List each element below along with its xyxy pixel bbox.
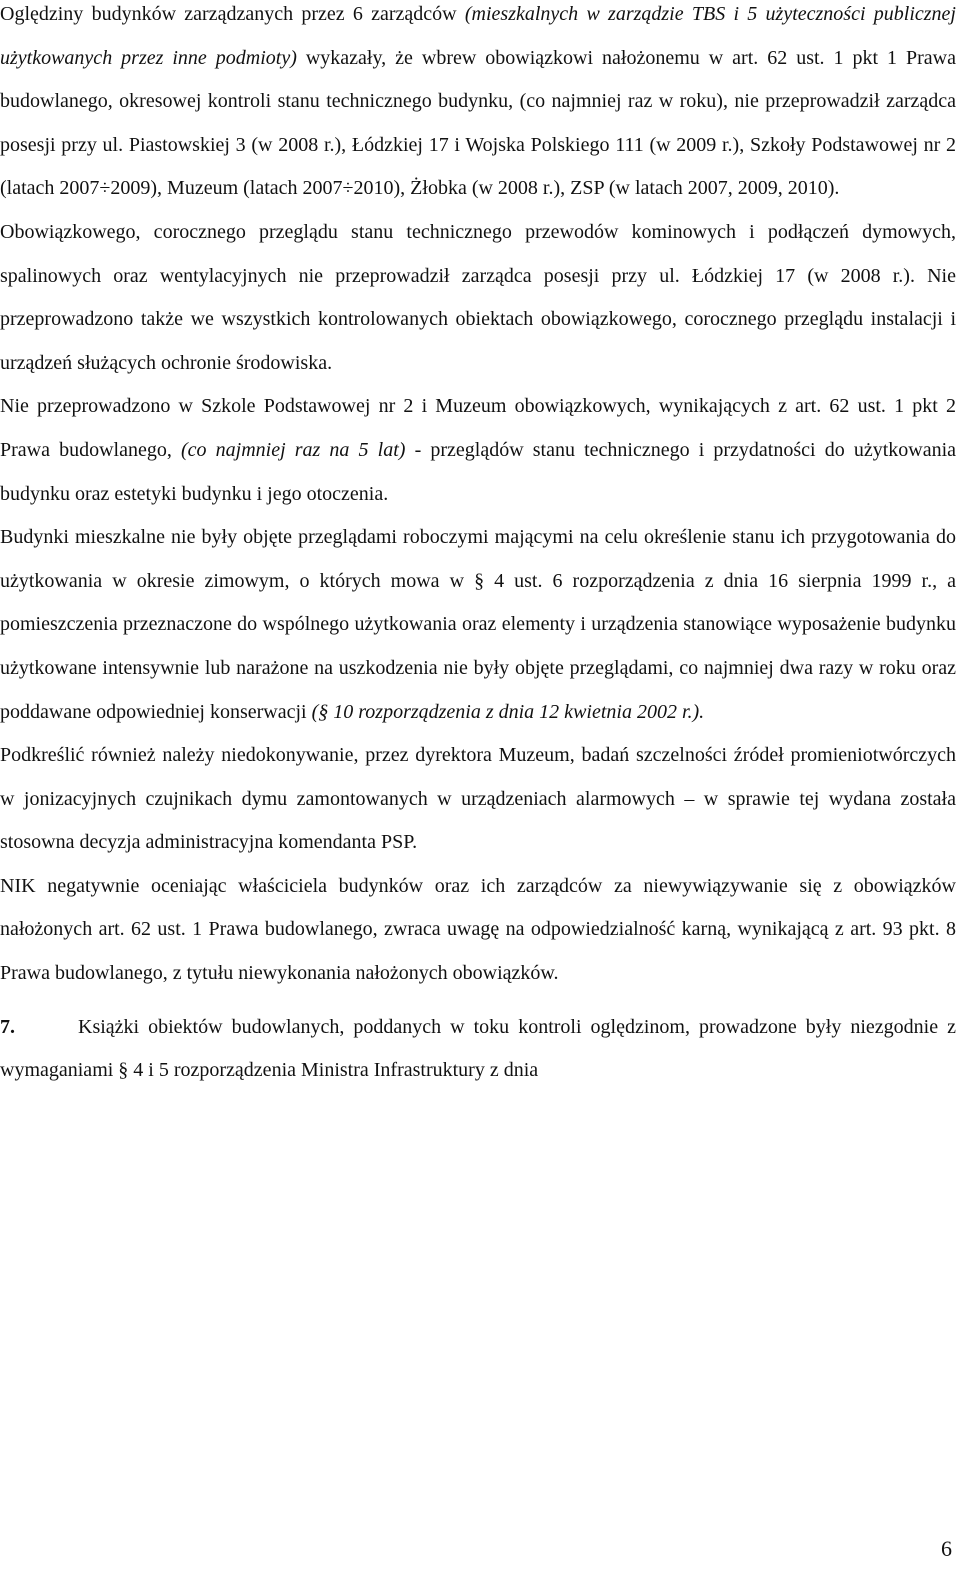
paragraph-nik-assessment: NIK negatywnie oceniając właściciela budynków oraz ich zarządców za niewywiązywanie się z obowiązków nałożonych art. 62 ust. 1 Prawa budowlanego, zwraca uwagę na odpowiedzialność karną, wynikającą z art. 93 pkt. 8 Prawa budowlanego, z tytułu niewykonania nałożonych obowiązków. <box>0 874 956 985</box>
paragraph-text: Nie przeprowadzono w Szkole Podstawowej nr 2 i Muzeum obowiązkowych, wynikających z art. 62 ust. 1 pkt 2 Prawa budowlanego, <box>0 395 956 461</box>
paragraph-text: Budynki mieszkalne nie były objęte przeglądami roboczymi mającymi na celu określenie stanu ich przygotowania do użytkowania w okresie zimowym, o których mowa w § 4 ust. 6 rozporządzenia z dnia 16 sierpnia 1999 r., a pomieszczenia przeznaczone do wspólnego użytkowania oraz elementy i urządzenia stanowiące wyposażenie budynku użytkowane intensywnie lub narażone na uszkodzenia nie były objęte przeglądami, co najmniej dwa razy w roku oraz poddawane odpowiedniej konserwacji <box>0 526 956 723</box>
paragraph-italic-text: (§ 10 rozporządzenia z dnia 12 kwietnia 2002 r.). <box>311 700 705 723</box>
section-text: Książki obiektów budowlanych, poddanych w toku kontroli oględzinom, prowadzone były niezgodnie z wymaganiami § 4 i 5 rozporządzenia Ministra Infrastruktury z dnia <box>0 1015 956 1082</box>
paragraph-italic-text: (mieszkalnych w zarządzie TBS i 5 użyteczności publicznej użytkowanych przez inne podmioty) <box>0 3 956 69</box>
paragraph-chimney-inspection: Obowiązkowego, corocznego przeglądu stanu technicznego przewodów kominowych i podłączeń dymowych, spalinowych oraz wentylacyjnych nie przeprowadził zarządca posesji przy ul. Łódzkiej 17 (w 2008 r.). Nie przeprowadzono także we wszystkich kontrolowanych obiektach obowiązkowego, corocznego przeglądu instalacji i urządzeń służących ochronie środowiska. <box>0 220 956 374</box>
section-7 <box>0 1006 956 1093</box>
page-number: 6 <box>941 1536 952 1561</box>
paragraph-museum-detectors: Podkreślić również należy niedokonywanie, przez dyrektora Muzeum, badań szczelności źródeł promieniotwórczych w jonizacyjnych czujnikach dymu zamontowanych w urządzeniach alarmowych – w sprawie tej wydana została stosowna decyzja administracyjna komendanta PSP. <box>0 744 956 854</box>
section-number: 7. <box>0 1015 15 1038</box>
paragraph-italic-text: (co najmniej raz na 5 lat) <box>180 438 406 461</box>
paragraph-inspection-results <box>0 0 956 211</box>
paragraph-text: - przeglądów stanu technicznego i przydatności do użytkowania budynku oraz estetyki budynku i jego otoczenia. <box>0 438 957 505</box>
paragraph-text: wykazały, że wbrew obowiązkowi nałożonemu w art. 62 ust. 1 pkt 1 Prawa budowlanego, okresowej kontroli stanu technicznego budynku, (co najmniej raz w roku), nie przeprowadził zarządca posesji przy ul. Piastowskiej 3 (w 2008 r.), Łódzkiej 17 i Wojska Polskiego 111 (w 2009 r.), Szkoły Podstawowej nr 2 (latach 2007÷2009), Muzeum (latach 2007÷2010), Żłobka (w 2008 r.), ZSP (w latach 2007, 2009, 2010). <box>0 46 956 200</box>
paragraph-residential-buildings <box>0 516 956 734</box>
paragraph-five-year-inspection <box>0 385 956 516</box>
paragraph-text: Oględziny budynków zarządzanych przez 6 zarządców <box>0 3 465 25</box>
